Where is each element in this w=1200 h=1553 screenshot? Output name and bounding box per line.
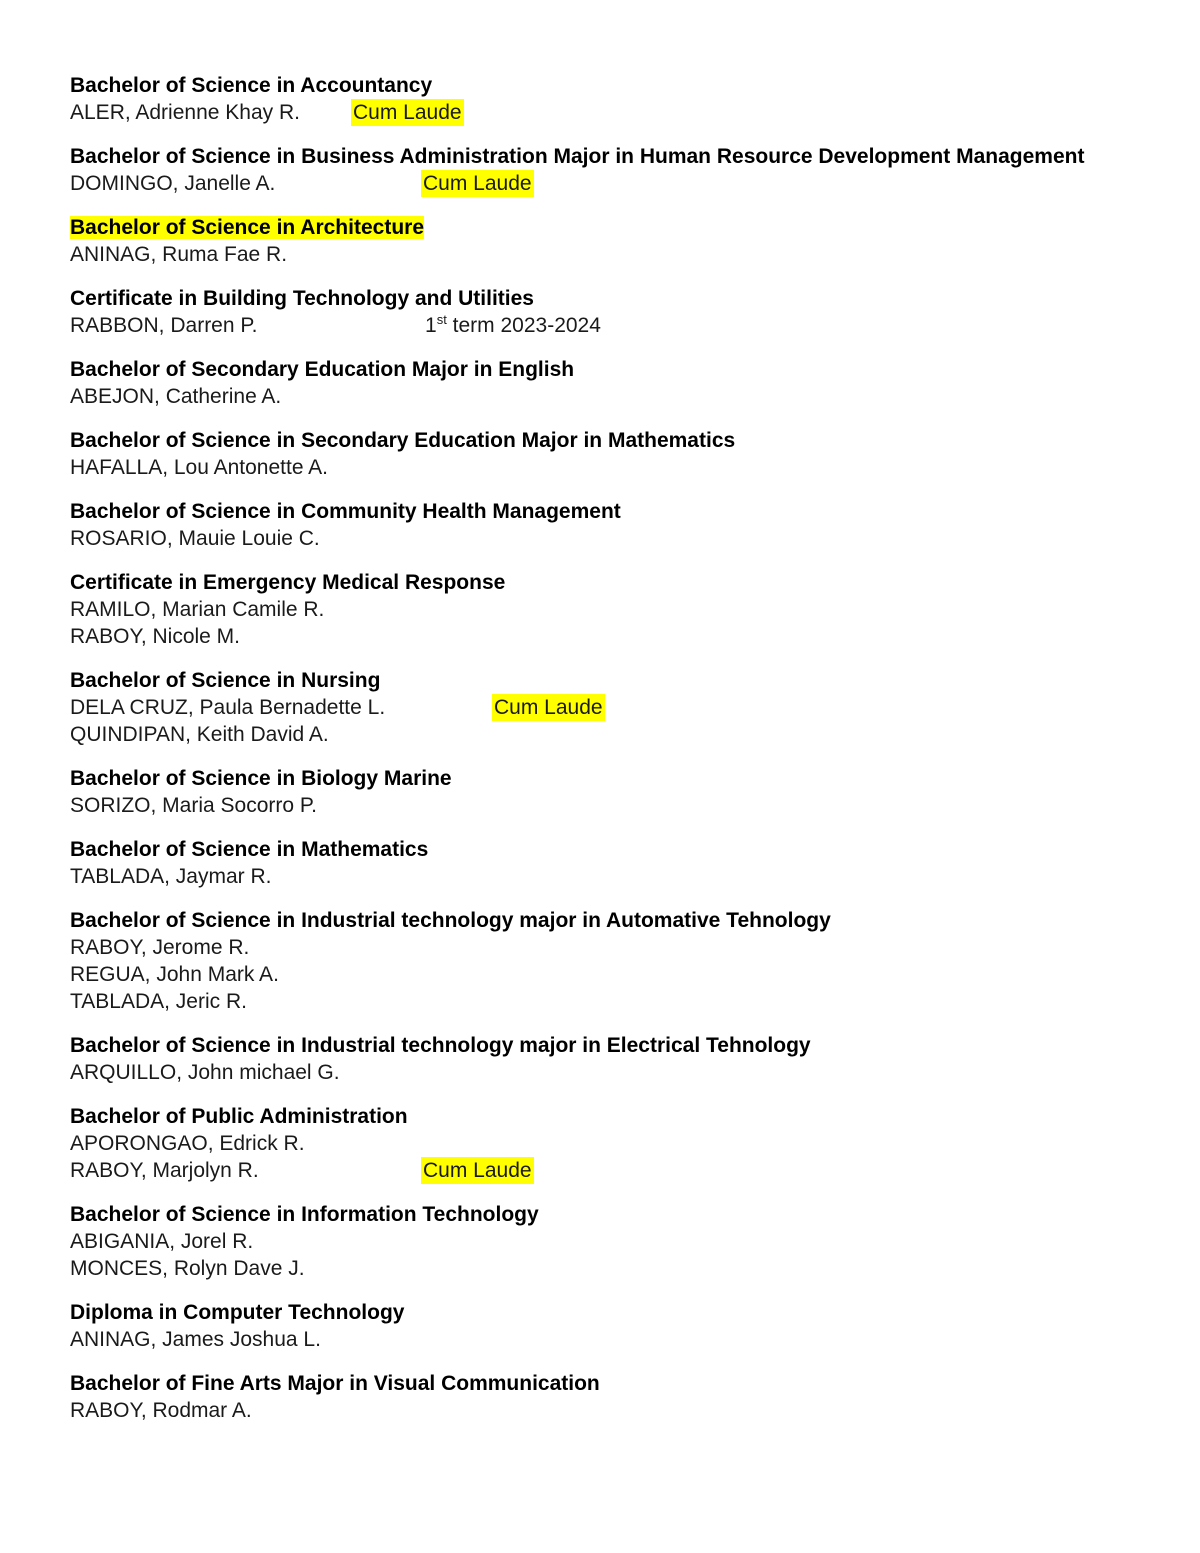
student-name: RABOY, Rodmar A.: [70, 1399, 252, 1422]
honor-badge: Cum Laude: [423, 1159, 532, 1182]
graduates-list: [70, 72, 1130, 1441]
student-name: ROSARIO, Mauie Louie C.: [70, 527, 320, 550]
program-title: Bachelor of Science in Accountancy: [70, 74, 433, 97]
program-section: [70, 285, 1130, 339]
program-section: [70, 1032, 1130, 1086]
program-section: [70, 1201, 1130, 1282]
student-entry: [70, 383, 1130, 410]
student-name: DOMINGO, Janelle A.: [70, 172, 276, 195]
student-entry: [70, 1397, 1130, 1424]
program-section: [70, 667, 1130, 748]
student-entry: [70, 1228, 1130, 1255]
program-section: [70, 1299, 1130, 1353]
student-entry: [70, 988, 1130, 1015]
student-name: RABOY, Jerome R.: [70, 936, 250, 959]
student-name: ABEJON, Catherine A.: [70, 385, 282, 408]
program-section: [70, 765, 1130, 819]
student-entry: [70, 241, 1130, 268]
program-title: Bachelor of Secondary Education Major in English: [70, 358, 575, 381]
student-name: TABLADA, Jaymar R.: [70, 865, 272, 888]
program-section: [70, 1103, 1130, 1184]
student-entry: [70, 863, 1130, 890]
honor-badge: Cum Laude: [494, 696, 603, 719]
term-ordinal-suffix: st: [436, 312, 447, 327]
program-title: Diploma in Computer Technology: [70, 1301, 405, 1324]
student-name: RABOY, Marjolyn R.: [70, 1159, 259, 1182]
student-entry: [70, 525, 1130, 552]
program-title: Bachelor of Public Administration: [70, 1105, 408, 1128]
student-entry: [70, 312, 1130, 339]
student-name: REGUA, John Mark A.: [70, 963, 279, 986]
program-section: [70, 427, 1130, 481]
student-name: ARQUILLO, John michael G.: [70, 1061, 340, 1084]
student-entry: [70, 934, 1130, 961]
program-title: Bachelor of Science in Industrial technology major in Electrical Tehnology: [70, 1034, 811, 1057]
term-note: [425, 312, 601, 339]
program-title: [70, 214, 1130, 241]
program-section: [70, 836, 1130, 890]
program-section: [70, 214, 1130, 268]
term-text: term 2023-2024: [446, 314, 601, 337]
program-title: Certificate in Building Technology and Utilities: [70, 287, 534, 310]
program-section: [70, 1370, 1130, 1424]
program-title: Bachelor of Fine Arts Major in Visual Communication: [70, 1372, 600, 1395]
student-name: APORONGAO, Edrick R.: [70, 1132, 305, 1155]
program-title: Bachelor of Science in Secondary Education Major in Mathematics: [70, 429, 736, 452]
student-name: TABLADA, Jeric R.: [70, 990, 247, 1013]
program-section: [70, 356, 1130, 410]
student-name: MONCES, Rolyn Dave J.: [70, 1257, 305, 1280]
program-title: Certificate in Emergency Medical Response: [70, 571, 506, 594]
student-entry: [70, 1059, 1130, 1086]
student-name: DELA CRUZ, Paula Bernadette L.: [70, 696, 386, 719]
student-name: ABIGANIA, Jorel R.: [70, 1230, 254, 1253]
program-section: [70, 143, 1130, 197]
student-entry: [70, 1255, 1130, 1282]
program-section: [70, 907, 1130, 1015]
program-title: Bachelor of Science in Biology Marine: [70, 767, 452, 790]
student-name: QUINDIPAN, Keith David A.: [70, 723, 329, 746]
student-entry: [70, 454, 1130, 481]
highlighted-program-title: Bachelor of Science in Architecture: [70, 216, 424, 239]
program-title: Bachelor of Science in Mathematics: [70, 838, 429, 861]
student-name: ANINAG, Ruma Fae R.: [70, 243, 288, 266]
student-entry: [70, 99, 1130, 126]
student-entry: [70, 170, 1130, 197]
program-section: [70, 498, 1130, 552]
student-entry: [70, 1130, 1130, 1157]
student-name: RAMILO, Marian Camile R.: [70, 598, 325, 621]
student-name: RABOY, Nicole M.: [70, 625, 240, 648]
student-entry: [70, 792, 1130, 819]
program-title: Bachelor of Science in Nursing: [70, 669, 381, 692]
student-name: ANINAG, James Joshua L.: [70, 1328, 321, 1351]
program-title: Bachelor of Science in Community Health Management: [70, 500, 621, 523]
term-ordinal: 1: [425, 314, 437, 337]
student-name: HAFALLA, Lou Antonette A.: [70, 456, 329, 479]
program-title: Bachelor of Science in Industrial technology major in Automative Tehnology: [70, 909, 831, 932]
honor-badge: Cum Laude: [423, 172, 532, 195]
student-entry: [70, 596, 1130, 623]
student-entry: [70, 1157, 1130, 1184]
program-title: Bachelor of Science in Business Administration Major in Human Resource Development Management: [70, 145, 1085, 168]
program-section: [70, 72, 1130, 126]
student-entry: [70, 961, 1130, 988]
student-entry: [70, 623, 1130, 650]
student-name: ALER, Adrienne Khay R.: [70, 101, 300, 124]
honor-badge: Cum Laude: [353, 101, 462, 124]
student-entry: [70, 721, 1130, 748]
student-entry: [70, 1326, 1130, 1353]
student-entry: [70, 694, 1130, 721]
program-title: Bachelor of Science in Information Technology: [70, 1203, 539, 1226]
program-section: [70, 569, 1130, 650]
student-name: RABBON, Darren P.: [70, 314, 258, 337]
student-name: SORIZO, Maria Socorro P.: [70, 794, 318, 817]
